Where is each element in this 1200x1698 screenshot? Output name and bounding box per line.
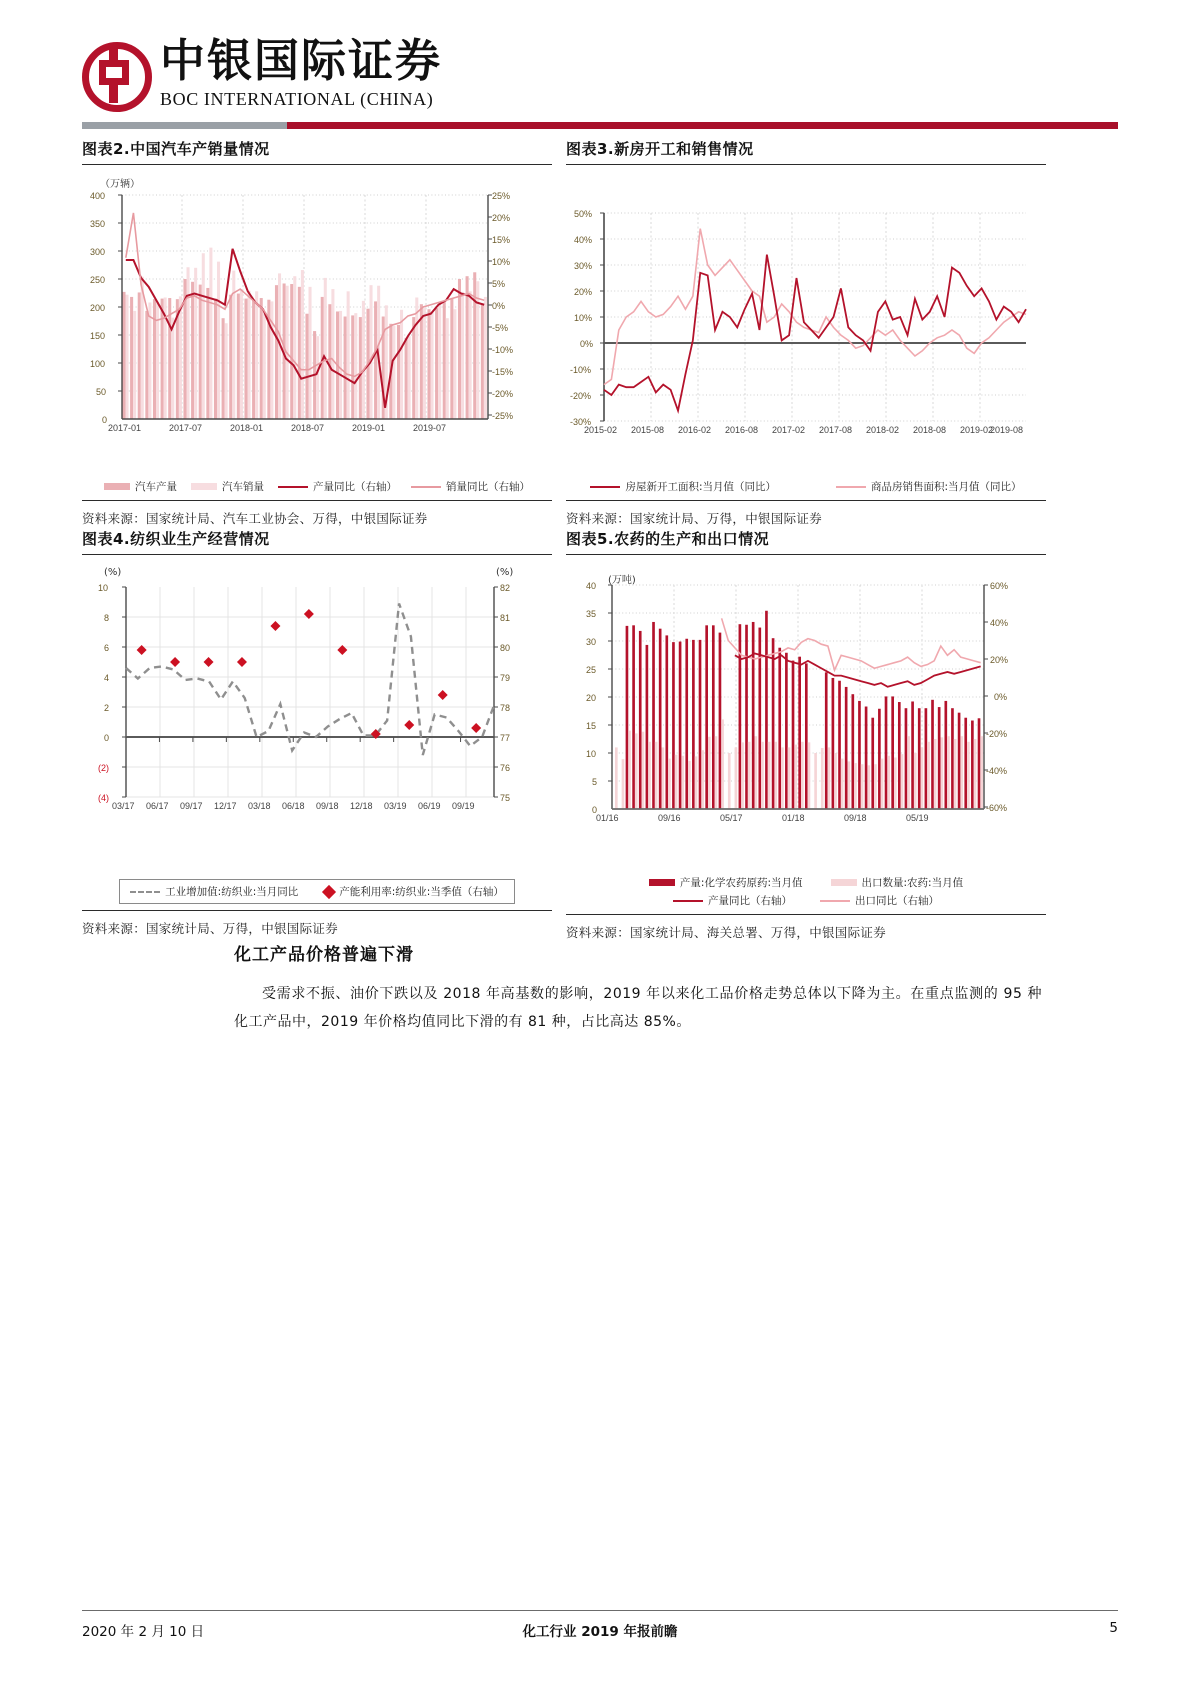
legend-label: 房屋新开工面积:当月值（同比） [625, 481, 776, 493]
figure-4-svg [82, 565, 552, 865]
figure-4-right-unit: (%) [496, 567, 514, 578]
figure-3-title: 图表3.新房开工和销售情况 [566, 140, 754, 158]
figure-4-plot: (%) (%) 10 8 6 4 2 0 (2) (4) 82 81 80 79 78 77 76 75 03/17 06/17 09/17 12/17 03/18 06/18 09/18 12/18 03/19 06/19 09/19 [82, 565, 552, 865]
figure-5-legend [566, 875, 1046, 908]
company-logo [82, 34, 443, 110]
figure-5-left-unit: (万吨) [608, 575, 636, 586]
brand-name-cn: 中银国际证券 [160, 34, 443, 87]
figure-5-title: 图表5.农药的生产和出口情况 [566, 530, 770, 548]
legend-label: 汽车产量 [135, 481, 177, 493]
legend-label: 产量:化学农药原药:当月值 [679, 877, 803, 889]
legend-label: 商品房销售面积:当月值（同比） [871, 481, 1022, 493]
legend-label: 出口同比（右轴） [855, 895, 939, 907]
figure-2 [82, 138, 552, 527]
figure-4-title: 图表4.纺织业生产经营情况 [82, 530, 270, 548]
legend-item [820, 893, 939, 908]
footer-title: 化工行业 2019 年报前瞻 [522, 1624, 678, 1640]
figure-3 [566, 138, 1046, 527]
legend-item [191, 479, 264, 494]
legend-item [411, 479, 530, 494]
section-paragraph: 受需求不振、油价下跌以及 2018 年高基数的影响，2019 年以来化工品价格走势总体以下降为主。在重点监测的 95 种化工产品中，2019 年价格均值同比下滑的有 81 种，占比高达 85%。 [234, 986, 1042, 1030]
figure-5 [566, 528, 1046, 941]
figure-2-title: 图表2.中国汽车产销量情况 [82, 140, 270, 158]
legend-item [104, 479, 177, 494]
legend-item [831, 875, 964, 890]
legend-label: 出口数量:农药:当月值 [861, 877, 964, 889]
legend-label: 产量同比（右轴） [708, 895, 792, 907]
figure-2-source: 资料来源：国家统计局、汽车工业协会、万得，中银国际证券 [82, 511, 428, 526]
legend-item [836, 479, 1022, 494]
footer-rule [82, 1610, 1118, 1611]
legend-label: 产量同比（右轴） [313, 481, 397, 493]
figure-2-left-unit: （万辆） [100, 179, 140, 190]
figure-5-svg [566, 565, 1046, 865]
brand-name-en: BOC INTERNATIONAL (CHINA) [160, 89, 434, 109]
legend-item [649, 875, 803, 890]
figure-3-legend [566, 479, 1046, 494]
legend-item [590, 479, 776, 494]
figure-4-source: 资料来源：国家统计局、万得，中银国际证券 [82, 921, 339, 936]
legend-item [278, 479, 397, 494]
figure-4-left-unit: (%) [104, 567, 122, 578]
footer-page-number: 5 [1109, 1620, 1118, 1636]
figure-2-legend [82, 479, 552, 494]
header-rule [82, 122, 1118, 129]
footer-date: 2020 年 2 月 10 日 [82, 1624, 205, 1640]
legend-item [324, 884, 504, 899]
figure-3-source: 资料来源：国家统计局、万得，中银国际证券 [566, 511, 823, 526]
figure-5-source: 资料来源：国家统计局、海关总署、万得，中银国际证券 [566, 925, 887, 940]
legend-label: 销量同比（右轴） [446, 481, 530, 493]
legend-item [130, 884, 298, 899]
figure-3-plot: 50% 40% 30% 20% 10% 0% -10% -20% -30% 2015-02 2015-08 2016-02 2016-08 2017-02 2017-08 2018-02 2018-08 2019-02 2019-08 [566, 175, 1046, 475]
legend-label: 汽车销量 [222, 481, 264, 493]
section-heading: 化工产品价格普遍下滑 [234, 945, 414, 965]
legend-item [673, 893, 792, 908]
legend-label: 工业增加值:纺织业:当月同比 [165, 886, 299, 898]
figure-4 [82, 528, 552, 937]
figure-5-plot: (万吨) 40 35 30 25 20 15 10 5 0 60% 40% 20% 0% -20% -40% -60% 01/16 09/16 05/17 01/18 09/18 05/19 [566, 565, 1046, 865]
boc-logo-icon [82, 42, 146, 106]
legend-label: 产能利用率:纺织业:当季值（右轴） [339, 886, 504, 898]
figure-2-plot: （万辆） 400 350 300 250 200 150 100 50 0 25% 20% 15% 10% 5% 0% -5% -10% -15% -20% -25% 2017-01 2017-07 2018-01 2018-07 2019-01 2019-07 [82, 175, 552, 475]
figure-4-legend [82, 879, 552, 904]
